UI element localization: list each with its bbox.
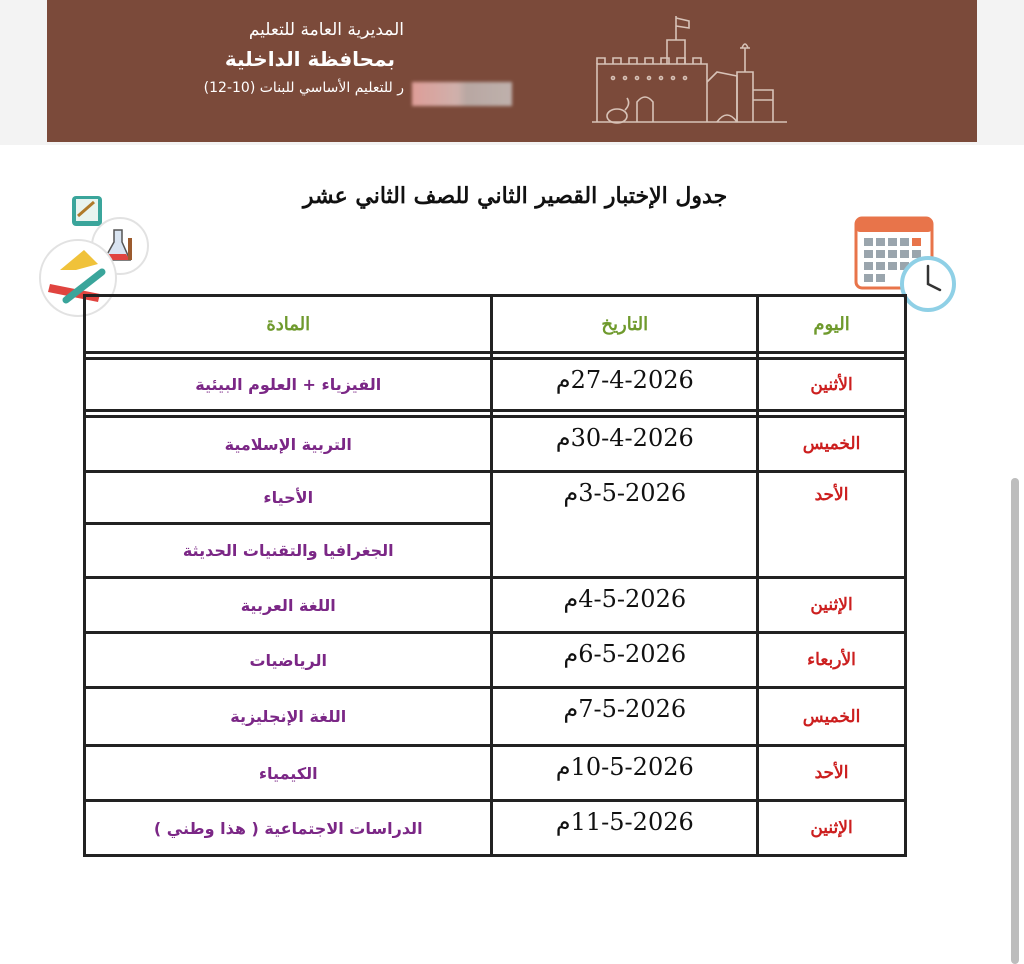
subject-cell: الفيزياء + العلوم البيئية <box>85 359 492 411</box>
exam-schedule-table <box>83 294 907 857</box>
date-cell: 11-5-2026م <box>492 801 758 856</box>
date-cell: 6-5-2026م <box>492 633 758 688</box>
date-cell: 7-5-2026م <box>492 688 758 746</box>
day-cell: الأربعاء <box>758 633 906 688</box>
table-row <box>85 633 906 688</box>
subject-cell: الجغرافيا والتقنيات الحديثة <box>85 524 492 578</box>
directorate-line: المديرية العامة للتعليم <box>248 20 404 40</box>
table-row <box>85 688 906 746</box>
vertical-scrollbar[interactable] <box>1011 478 1019 964</box>
date-cell: 4-5-2026م <box>492 578 758 633</box>
redacted-name <box>412 82 512 106</box>
subject-cell: اللغة الإنجليزية <box>85 688 492 746</box>
subject-cell: اللغة العربية <box>85 578 492 633</box>
page-title: جدول الإختبار القصير الثاني للصف الثاني عشر <box>302 183 728 209</box>
clock-icon <box>902 258 954 310</box>
table-header-row <box>85 296 906 353</box>
date-cell: 30-4-2026م <box>492 417 758 472</box>
day-cell: الإثنين <box>758 801 906 856</box>
date-cell: 27-4-2026م <box>492 359 758 411</box>
table-row <box>85 359 906 411</box>
fort-logo-icon <box>587 12 797 132</box>
subject-cell: الرياضيات <box>85 633 492 688</box>
subject-cell: الأحياء <box>85 472 492 524</box>
day-cell: الأحد <box>758 746 906 801</box>
day-cell: الأحد <box>758 472 906 578</box>
school-line: ر للتعليم الأساسي للبنات (10-12) <box>203 80 404 96</box>
day-cell: الخميس <box>758 417 906 472</box>
table-row <box>85 578 906 633</box>
subject-cell: التربية الإسلامية <box>85 417 492 472</box>
governorate-line: بمحافظة الداخلية <box>224 47 395 71</box>
table-row <box>85 746 906 801</box>
subject-cell: الكيمياء <box>85 746 492 801</box>
book-icon <box>72 196 102 226</box>
date-cell: 3-5-2026م <box>492 472 758 578</box>
header-subject: المادة <box>85 296 492 353</box>
table-row <box>85 472 906 524</box>
day-cell: الأثنين <box>758 359 906 411</box>
subject-cell: الدراسات الاجتماعية ( هذا وطني ) <box>85 801 492 856</box>
date-cell: 10-5-2026م <box>492 746 758 801</box>
header-banner <box>47 0 977 142</box>
table-row <box>85 417 906 472</box>
header-day: اليوم <box>758 296 906 353</box>
table-row <box>85 801 906 856</box>
header-date: التاريخ <box>492 296 758 353</box>
day-cell: الخميس <box>758 688 906 746</box>
day-cell: الإثنين <box>758 578 906 633</box>
